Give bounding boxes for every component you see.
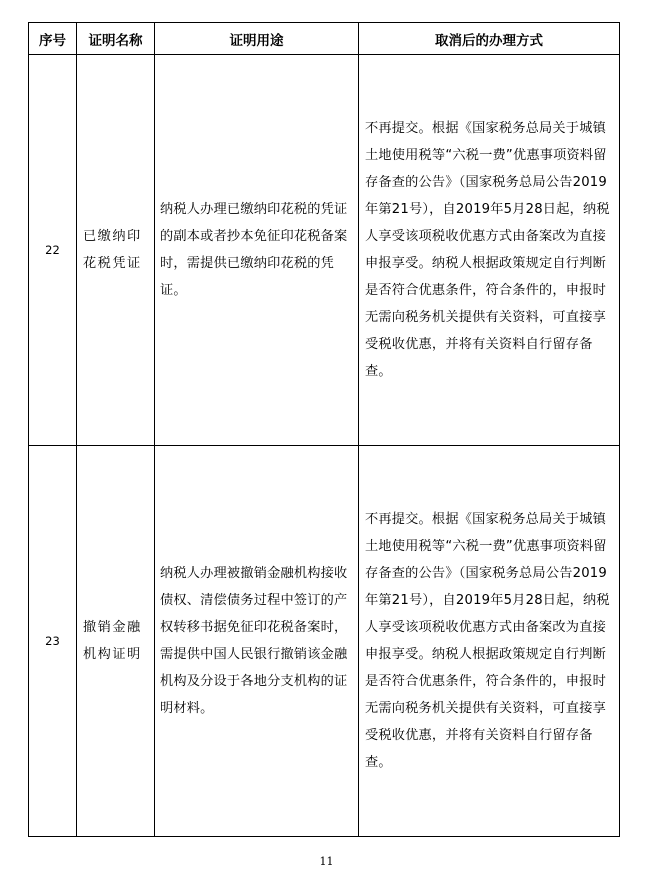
row-usage-cell: [155, 446, 359, 837]
table-row: [29, 446, 620, 837]
row-name-cell: [77, 55, 155, 446]
row-name-text: 已缴纳印花税凭证: [83, 229, 142, 271]
row-name-cell: [77, 446, 155, 837]
row-usage-cell: [155, 55, 359, 446]
row-after-text: 不再提交。根据《国家税务总局关于城镇土地使用税等“六税一费”优惠事项资料留存备查的公告》（国家税务总局公告2019年第21号），自2019年5月28日起，纳税人享受该项税收优惠方式由备案改为直接申报享受。纳税人根据政策规定自行判断是否符合优惠条件，符合条件的，申报时无需向税务机关提供有关资料，可直接享受税收优惠，并将有关资料自行留存备查。: [365, 121, 610, 379]
header-after-cancel: 取消后的办理方式: [359, 23, 620, 55]
row-usage-text: 纳税人办理被撤销金融机构接收债权、清偿债务过程中签订的产权转移书据免征印花税备案时，需提供中国人民银行撤销该金融机构及分设于各地分支机构的证明材料。: [160, 566, 348, 716]
row-seq-cell: 23: [29, 446, 77, 837]
row-usage-text: 纳税人办理已缴纳印花税的凭证的副本或者抄本免征印花税备案时，需提供已缴纳印花税的凭证。: [160, 202, 348, 298]
row-after-cell: [359, 446, 620, 837]
certificate-table: [28, 22, 620, 837]
header-cert-name: 证明名称: [77, 23, 155, 55]
table-header-row: [29, 23, 620, 55]
header-cert-usage: 证明用途: [155, 23, 359, 55]
row-name-text: 撤销金融机构证明: [83, 620, 142, 662]
row-after-cell: [359, 55, 620, 446]
header-seq: 序号: [29, 23, 77, 55]
row-after-text: 不再提交。根据《国家税务总局关于城镇土地使用税等“六税一费”优惠事项资料留存备查的公告》（国家税务总局公告2019年第21号），自2019年5月28日起，纳税人享受该项税收优惠方式由备案改为直接申报享受。纳税人根据政策规定自行判断是否符合优惠条件，符合条件的，申报时无需向税务机关提供有关资料，可直接享受税收优惠，并将有关资料自行留存备查。: [365, 512, 610, 770]
table-row: [29, 55, 620, 446]
page-number: 11: [319, 855, 334, 868]
row-seq-cell: 22: [29, 55, 77, 446]
